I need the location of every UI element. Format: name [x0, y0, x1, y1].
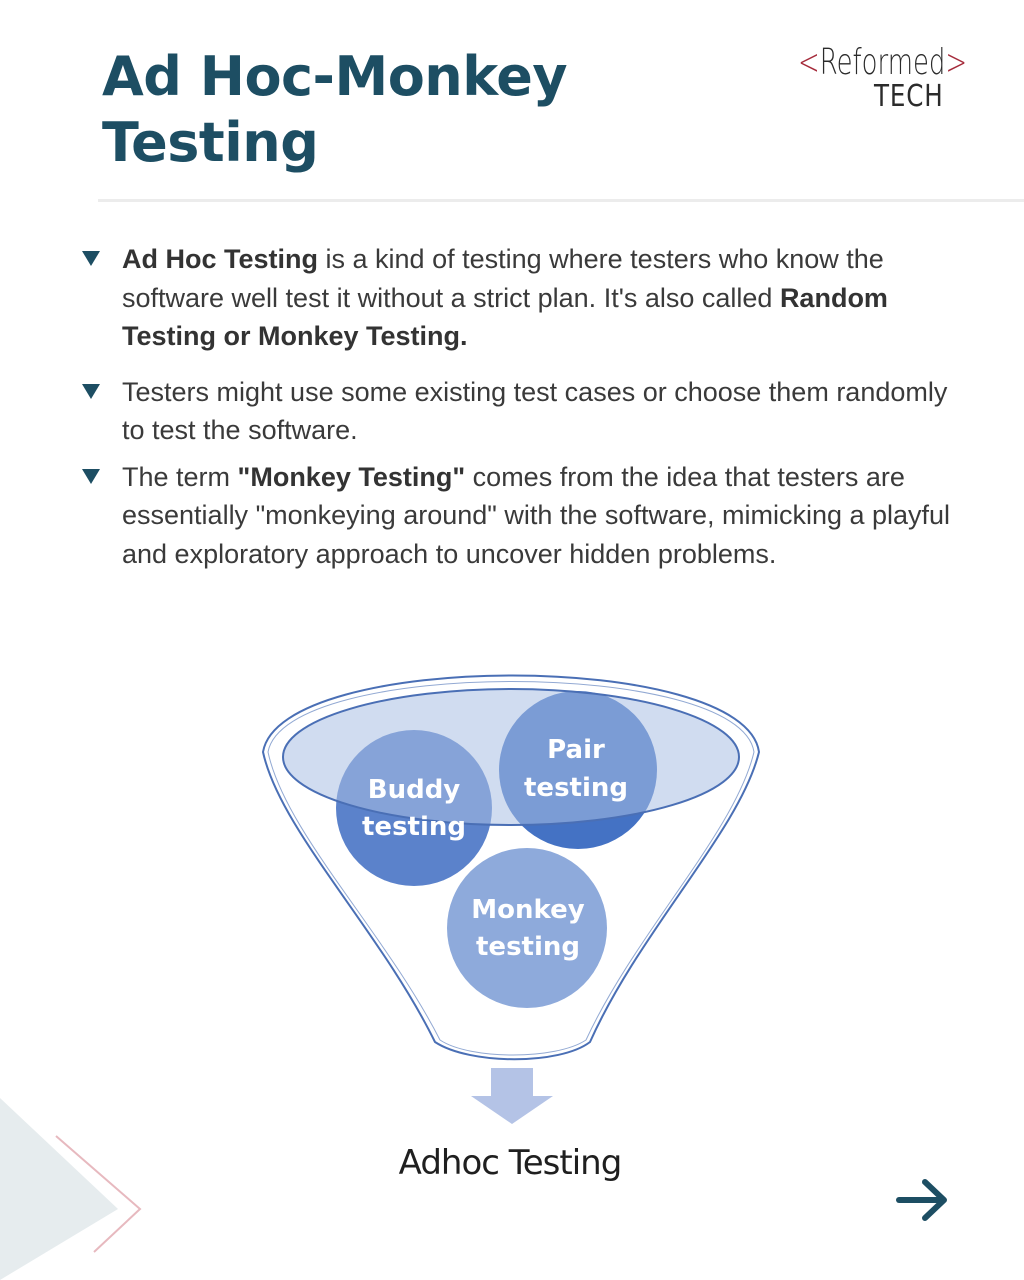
arrow-down-icon — [471, 1068, 553, 1124]
buddy-label-2: testing — [362, 812, 466, 842]
monkey-label-2: testing — [476, 932, 580, 962]
diagram-caption: Adhoc Testing — [398, 1143, 622, 1183]
pair-label-1: Pair — [547, 735, 605, 765]
logo-subtext: TECH — [874, 79, 944, 114]
monkey-label-1: Monkey — [471, 895, 585, 925]
logo-wordmark: <Reformed> — [798, 42, 968, 83]
list-item: The term "Monkey Testing" comes from the idea that testers are essentially "monkeying around" with the software, mimicking a playful and exploratory approach to uncover hidden problems. — [80, 458, 960, 574]
arrow-right-icon[interactable] — [893, 1175, 953, 1225]
title-line-1: Ad Hoc-Monkey — [102, 45, 568, 108]
list-item: Ad Hoc Testing is a kind of testing where testers who know the software well test it without a strict plan. It's also called Random Testing or Monkey Testing. — [80, 240, 960, 356]
title-line-2: Testing — [102, 111, 319, 174]
list-item: Testers might use some existing test cases or choose them randomly to test the software. — [80, 373, 960, 450]
monkey-testing-circle — [447, 848, 607, 1008]
buddy-label-1: Buddy — [367, 775, 461, 805]
funnel-rim — [283, 689, 739, 825]
pair-label-2: testing — [524, 773, 628, 803]
